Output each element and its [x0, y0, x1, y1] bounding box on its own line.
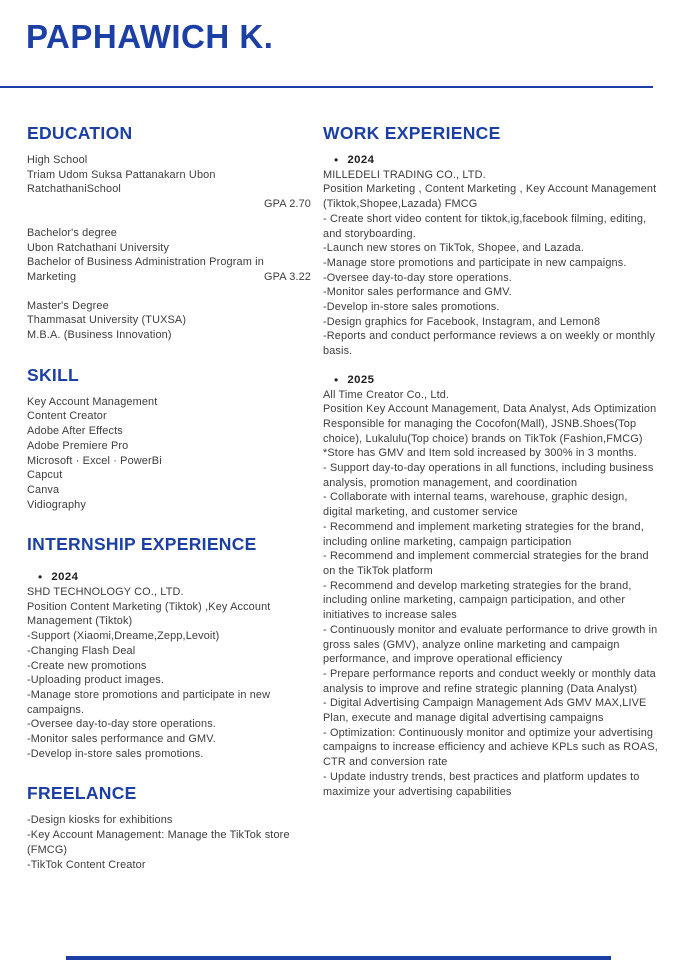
entry-block: [27, 813, 311, 872]
text-line: [27, 241, 311, 256]
text-line: [27, 659, 311, 674]
text-line: [323, 271, 660, 286]
text-line: [323, 285, 660, 300]
section-education: [27, 122, 311, 343]
line-text: - Recommend and implement commercial strategies for the brand on the TikTok platform: [323, 550, 649, 577]
year-label: 2025: [347, 373, 375, 386]
text-line: [27, 688, 311, 717]
bullet-icon: •: [334, 372, 339, 387]
line-text: Position Key Account Management, Data Analyst, Ads Optimization: [323, 403, 657, 416]
text-line: [27, 483, 311, 498]
line-text: -Launch new stores on TikTok, Shopee, and Lazada.: [323, 242, 585, 255]
work-experience-content: [323, 153, 660, 799]
text-line: [323, 461, 660, 490]
line-text: -Develop in-store sales promotions.: [27, 747, 204, 760]
columns: [27, 122, 660, 893]
text-line: [27, 153, 311, 168]
work-experience-heading: WORK EXPERIENCE: [323, 123, 501, 143]
text-line: [323, 770, 660, 799]
line-text: -Uploading product images.: [27, 674, 165, 687]
entry-block: [27, 226, 311, 285]
freelance-content: [27, 813, 311, 872]
text-line: [27, 168, 311, 197]
line-text: -Changing Flash Deal: [27, 644, 136, 657]
line-text: - Update industry trends, best practices and platform updates to maximize your advertising capabilities: [323, 770, 640, 798]
text-line: [27, 813, 311, 828]
gpa-value: GPA 3.22: [263, 270, 311, 283]
text-line: [323, 667, 660, 696]
text-line: [27, 673, 311, 688]
text-line: [323, 402, 660, 417]
text-line: [27, 732, 311, 747]
text-line: [27, 585, 311, 600]
line-text: - Digital Advertising Campaign Management Ads GMV MAX,LIVE Plan, execute and manage digital advertising campaigns: [323, 697, 647, 725]
line-text: Master's Degree: [27, 299, 109, 312]
entry-block: [323, 153, 660, 359]
line-text: -Oversee day-to-day store operations.: [27, 718, 216, 731]
text-line: [27, 717, 311, 732]
text-line: [323, 623, 660, 667]
line-text: Responsible for managing the Cocofon(Mall), JSNB.Shoes(Top choice), Lukalulu(Top choice) brands on TikTok (Fashion,FMCG): [323, 417, 643, 445]
line-text: -Design kiosks for exhibitions: [27, 814, 173, 827]
line-text: - Support day-to-day operations in all functions, including business analysis, promotion management, and coordination: [323, 462, 654, 489]
text-line: [27, 409, 311, 424]
text-line: [27, 439, 311, 454]
text-line: [323, 182, 660, 211]
education-heading: EDUCATION: [27, 123, 133, 143]
text-line: [323, 490, 660, 519]
line-text: -Monitor sales performance and GMV.: [323, 286, 512, 299]
text-line: [323, 329, 660, 358]
left-column: [27, 122, 311, 893]
line-text: - Create short video content for tiktok,ig,facebook filming, editing, and storyboarding.: [323, 212, 647, 240]
internship-heading: INTERNSHIP EXPERIENCE: [27, 534, 257, 555]
entry-block: [27, 299, 311, 343]
entry-block: [27, 153, 311, 212]
text-line: [323, 168, 660, 183]
line-text: Triam Udom Suksa Pattanakarn Ubon RatchathaniSchool: [27, 168, 216, 196]
line-text: Position Marketing , Content Marketing , Key Account Management (Tiktok,Shopee,Lazada) FMCG: [323, 183, 657, 211]
text-line: [323, 241, 660, 256]
line-text: SHD TECHNOLOGY CO., LTD.: [27, 586, 184, 599]
line-text: Microsoft · Excel · PowerBi: [27, 454, 162, 467]
line-text: Bachelor of Business Administration Program in Marketing: [27, 256, 264, 283]
line-text: Adobe After Effects: [27, 425, 123, 438]
bullet-icon: •: [334, 153, 339, 167]
line-text: Capcut: [27, 469, 63, 482]
section-freelance: [27, 782, 311, 872]
line-text: -Reports and conduct performance reviews a on weekly or monthly basis.: [323, 330, 656, 358]
section-work-experience: [323, 122, 660, 799]
text-line: [27, 498, 311, 513]
line-text: - Optimization: Continuously monitor and optimize your advertising campaigns to increase efficiency and achieve KPLs such as ROAS, CTR and conversion rate: [323, 726, 658, 769]
page-title: PAPHAWICH K.: [26, 18, 274, 55]
line-text: -Manage store promotions and participate in new campaigns.: [27, 688, 271, 716]
line-text: M.B.A. (Business Innovation): [27, 329, 172, 342]
footer-accent-bar: [66, 956, 611, 960]
line-text: - Prepare performance reports and conduct weekly or monthly data analysis to improve and refine strategic planning (Data Analyst): [323, 667, 656, 695]
right-column: [323, 122, 660, 893]
text-line: [323, 315, 660, 330]
text-line: [27, 747, 311, 762]
text-line: [27, 828, 311, 857]
line-text: -Oversee day-to-day store operations.: [323, 271, 512, 284]
text-line: [27, 313, 311, 328]
internship-content: [27, 570, 311, 761]
text-line: [27, 454, 311, 469]
year-heading: [323, 153, 660, 168]
text-line: [27, 255, 311, 284]
line-text: All Time Creator Co., Ltd.: [323, 388, 450, 401]
text-line: [27, 226, 311, 241]
text-line: [27, 424, 311, 439]
line-text: -Key Account Management: Manage the TikTok store (FMCG): [27, 829, 290, 856]
text-line: [323, 696, 660, 725]
line-text: Thammasat University (TUXSA): [27, 314, 187, 327]
line-text: Bachelor's degree: [27, 226, 117, 239]
line-text: Canva: [27, 483, 60, 496]
education-content: [27, 153, 311, 343]
line-text: -Support (Xiaomi,Dreame,Zepp,Levoit): [27, 630, 220, 643]
year-label: 2024: [347, 154, 375, 166]
line-text: -Manage store promotions and participate in new campaigns.: [323, 256, 627, 269]
text-line: [323, 417, 660, 446]
text-line: [27, 299, 311, 314]
skill-content: [27, 395, 311, 513]
entry-block: [27, 570, 311, 761]
line-text: - Recommend and implement marketing strategies for the brand, including online marketing, campaign participation: [323, 520, 644, 548]
text-line: [323, 212, 660, 241]
line-text: -TikTok Content Creator: [27, 858, 146, 871]
line-text: Key Account Management: [27, 395, 158, 408]
line-text: MILLEDELI TRADING CO., LTD.: [323, 168, 486, 181]
section-skill: [27, 364, 311, 513]
text-line: [27, 600, 311, 629]
text-line: [27, 395, 311, 410]
text-line: [323, 520, 660, 549]
line-text: Ubon Ratchathani University: [27, 241, 170, 254]
line-text: Content Creator: [27, 410, 107, 423]
text-line: [27, 644, 311, 659]
line-text: - Continuously monitor and evaluate performance to drive growth in gross sales (GMV), analyze online marketing and campaign performance, and improve operational efficiency: [323, 623, 658, 666]
entry-block: [27, 395, 311, 513]
line-text: - Collaborate with internal teams, warehouse, graphic design, digital marketing, and customer service: [323, 491, 628, 519]
line-text: *Store has GMV and Item sold increased by 300% in 3 months.: [323, 447, 637, 460]
text-line: [27, 197, 311, 212]
gpa-value: GPA 2.70: [263, 198, 311, 211]
line-text: -Develop in-store sales promotions.: [323, 301, 500, 314]
line-text: Vidiography: [27, 498, 86, 511]
line-text: -Create new promotions: [27, 659, 147, 672]
text-line: [27, 858, 311, 873]
line-text: -Monitor sales performance and GMV.: [27, 733, 216, 746]
text-line: [323, 446, 660, 461]
text-line: [323, 388, 660, 403]
skill-heading: SKILL: [27, 364, 80, 385]
text-line: [27, 468, 311, 483]
bullet-icon: •: [38, 570, 43, 585]
text-line: [27, 629, 311, 644]
entry-block: [323, 373, 660, 799]
header-divider: [0, 86, 653, 88]
text-line: [323, 579, 660, 623]
text-line: [323, 549, 660, 578]
line-text: High School: [27, 154, 88, 166]
text-line: [323, 256, 660, 271]
line-text: Position Content Marketing (Tiktok) ,Key Account Management (Tiktok): [27, 600, 271, 628]
text-line: [323, 300, 660, 315]
line-text: - Recommend and develop marketing strategies for the brand, including online marketing, campaign participation, and other initiatives to increase sales: [323, 579, 632, 622]
year-label: 2024: [51, 571, 79, 584]
section-internship-experience: [27, 533, 311, 761]
line-text: -Design graphics for Facebook, Instagram, and Lemon8: [323, 315, 601, 328]
line-text: Adobe Premiere Pro: [27, 439, 129, 452]
freelance-heading: FREELANCE: [27, 783, 137, 804]
text-line: [27, 328, 311, 343]
year-heading: [27, 570, 311, 585]
text-line: [323, 726, 660, 770]
year-heading: [323, 373, 660, 388]
